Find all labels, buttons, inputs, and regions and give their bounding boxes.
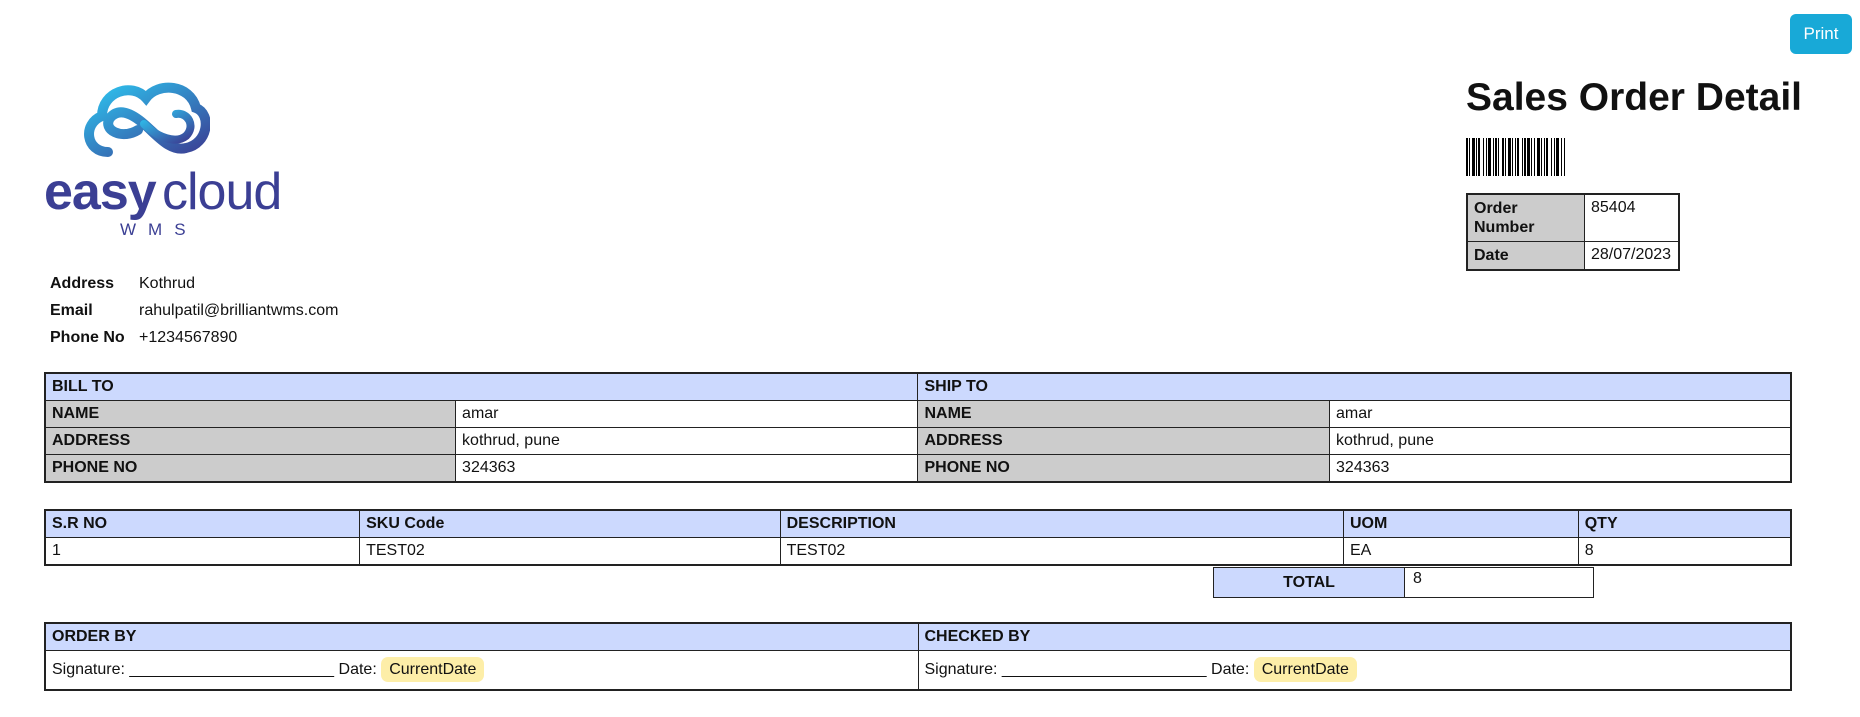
signoff-table [44,622,1792,691]
order-meta-table [1466,193,1680,271]
barcode-bar [1565,138,1566,176]
column-header: SKU Code [360,510,781,538]
barcode [1466,138,1671,176]
bill-address-label: ADDRESS [45,428,456,455]
table-cell: TEST02 [780,538,1343,566]
column-header: S.R NO [45,510,360,538]
current-date-chip: CurrentDate [1254,657,1357,682]
total-table [1213,567,1594,598]
signature-label: Signature: [924,661,998,678]
date-label: Date: [1211,661,1250,678]
table-row [45,538,1791,566]
column-header: UOM [1343,510,1578,538]
email-value: rahulpatil@brilliantwms.com [139,301,339,319]
order-number-label: Order Number [1467,194,1585,242]
company-info [50,270,338,351]
column-header: QTY [1578,510,1791,538]
table-cell: TEST02 [360,538,781,566]
bill-to-header: BILL TO [45,373,918,401]
ship-phone-label: PHONE NO [918,455,1330,483]
ship-phone-value: 324363 [1330,455,1791,483]
order-date-value: 28/07/2023 [1585,242,1680,271]
order-number-value: 85404 [1585,194,1680,242]
total-label: TOTAL [1214,568,1405,598]
order-by-header: ORDER BY [45,623,918,651]
order-by-signature-cell [45,651,918,691]
column-header: DESCRIPTION [780,510,1343,538]
checked-by-signature-cell [918,651,1791,691]
logo-subtitle: WMS [120,220,198,239]
bill-phone-value: 324363 [456,455,918,483]
order-date-label: Date [1467,242,1585,271]
signature-label: Signature: [52,661,125,678]
bill-name-value: amar [456,401,918,428]
current-date-chip: CurrentDate [381,657,484,682]
ship-name-value: amar [1330,401,1791,428]
date-label: Date: [338,661,377,678]
bill-address-value: kothrud, pune [456,428,918,455]
signature-line: _______________________ [1001,661,1207,678]
address-label: Address [50,274,115,292]
address-value: Kothrud [139,274,196,292]
ship-name-label: NAME [918,401,1330,428]
cloud-icon [78,78,210,160]
phone-value: +1234567890 [139,328,238,346]
company-logo [40,70,300,245]
total-value: 8 [1405,568,1594,598]
email-label: Email [50,301,93,319]
items-table [44,509,1792,566]
table-cell: 1 [45,538,360,566]
ship-address-label: ADDRESS [918,428,1330,455]
address-table [44,372,1792,483]
ship-address-value: kothrud, pune [1330,428,1791,455]
logo-word-cloud: cloud [162,163,282,221]
bill-phone-label: PHONE NO [45,455,456,483]
table-cell: 8 [1578,538,1791,566]
phone-label: Phone No [50,328,125,346]
signature-line: _______________________ [129,661,335,678]
print-button[interactable]: Print [1790,14,1852,54]
logo-word-easy: easy [44,163,156,221]
bill-name-label: NAME [45,401,456,428]
checked-by-header: CHECKED BY [918,623,1791,651]
page-title: Sales Order Detail [1466,76,1802,119]
ship-to-header: SHIP TO [918,373,1791,401]
table-cell: EA [1343,538,1578,566]
